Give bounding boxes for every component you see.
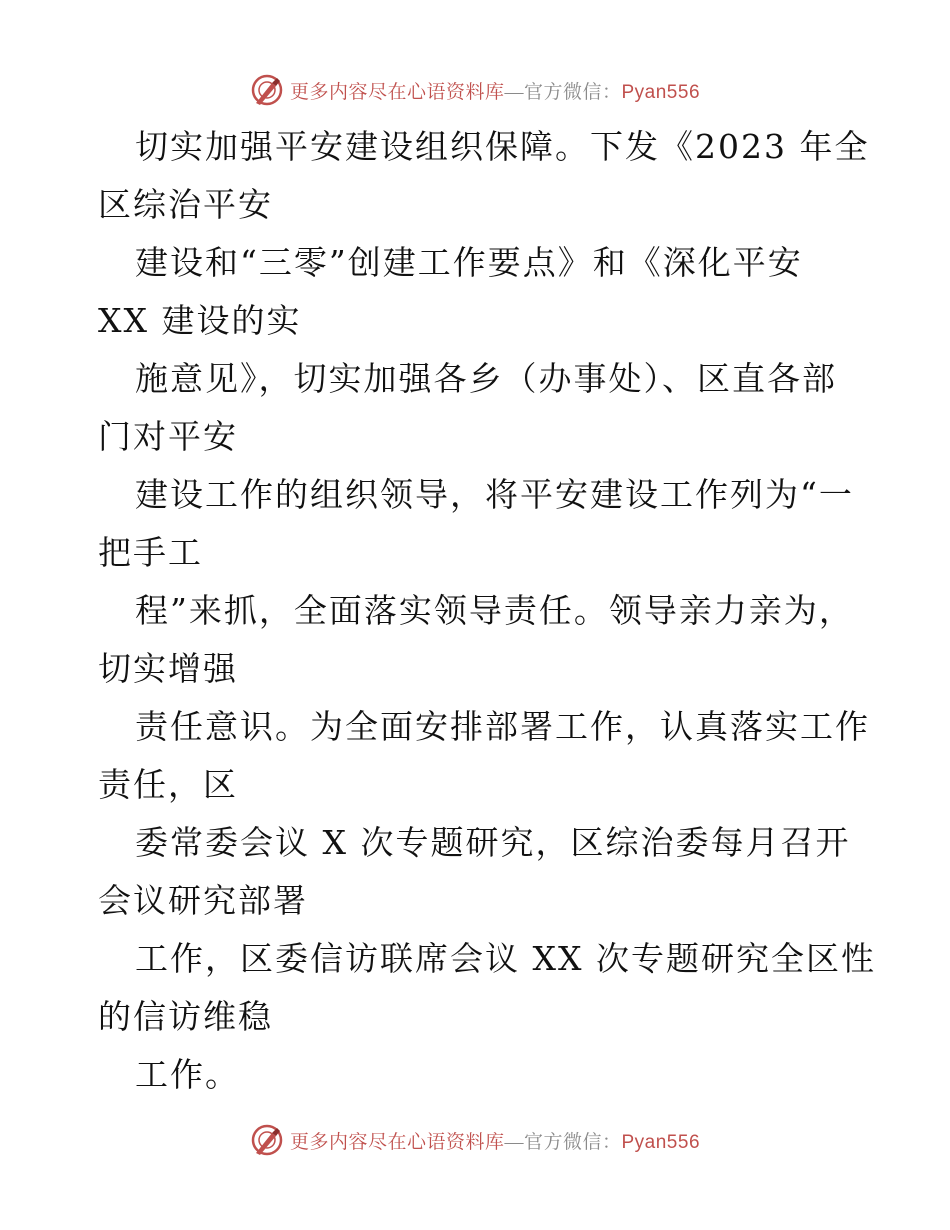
text-line: 区综治平安 <box>98 185 273 224</box>
watermark-dash: — <box>504 81 524 103</box>
text-line: 责任意识。为全面安排部署工作，认真落实工作 <box>135 707 870 746</box>
text-line: XX 建设的实 <box>98 301 302 340</box>
text-line: 门对平安 <box>98 417 238 456</box>
text-line: 施意见》，切实加强各乡（办事处）、区直各部 <box>135 359 837 398</box>
text-line: 工作，区委信访联席会议 XX 次专题研究全区性 <box>135 939 876 978</box>
footer-watermark <box>0 1120 950 1160</box>
watermark-dash: — <box>504 1131 524 1153</box>
text-line: 把手工 <box>98 533 203 572</box>
text-line: 切实加强平安建设组织保障。下发《2023 年全 <box>135 127 870 166</box>
pen-logo-icon <box>250 73 284 107</box>
text-line: 工作。 <box>135 1055 240 1094</box>
header-watermark <box>0 70 950 110</box>
text-line: 建设工作的组织领导，将平安建设工作列为“一 <box>135 475 854 514</box>
text-line: 的信访维稳 <box>98 997 273 1036</box>
text-line: 责任，区 <box>98 765 238 804</box>
text-line: 委常委会议 X 次专题研究，区综治委每月召开 <box>135 823 851 862</box>
document-body <box>98 118 876 1104</box>
text-line: 会议研究部署 <box>98 881 308 920</box>
pen-logo-icon <box>250 1123 284 1157</box>
watermark-label: 官方微信： <box>523 1131 622 1153</box>
text-line: 建设和“三零”创建工作要点》和《深化平安 <box>135 243 803 282</box>
watermark-brand: 更多内容尽在心语资料库 <box>289 1131 505 1153</box>
watermark-brand: 更多内容尽在心语资料库 <box>289 81 505 103</box>
watermark-id: Pyan556 <box>621 1131 701 1153</box>
watermark-id: Pyan556 <box>621 81 701 103</box>
text-line: 切实增强 <box>98 649 238 688</box>
watermark-label: 官方微信： <box>523 81 622 103</box>
text-line: 程”来抓，全面落实领导责任。领导亲力亲为， <box>135 591 854 630</box>
